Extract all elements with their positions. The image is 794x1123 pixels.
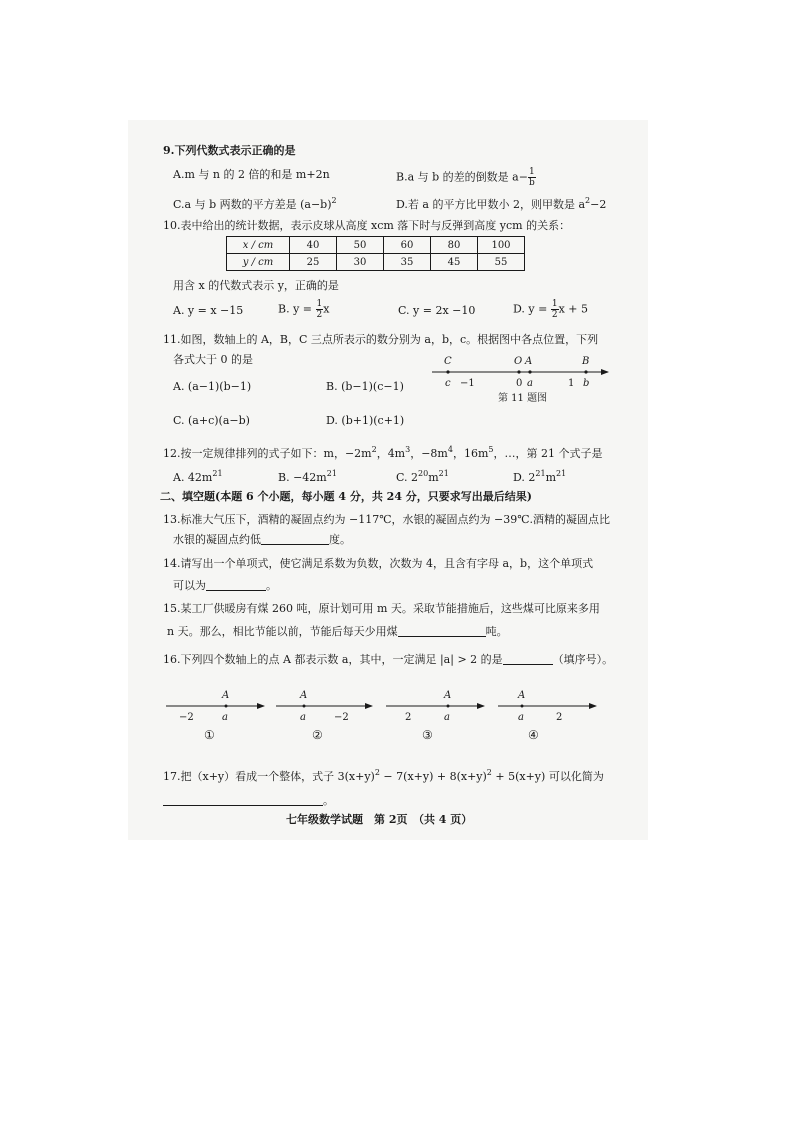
- table-cell: 50: [337, 237, 384, 254]
- table-cell: 55: [478, 254, 525, 271]
- table-cell: 25: [290, 254, 337, 271]
- table-cell: y / cm: [227, 254, 290, 271]
- q17-line-2: 。: [163, 793, 334, 808]
- q11-option-b: B. (b−1)(c−1): [326, 380, 404, 393]
- q16-axis-1: [166, 690, 264, 742]
- q11-tick-0: 0: [516, 378, 523, 389]
- q11-label-C: C: [444, 356, 452, 367]
- q11-figure-caption: 第 11 题图: [498, 393, 548, 404]
- q15-answer-blank[interactable]: [398, 625, 486, 637]
- table-cell: 30: [337, 254, 384, 271]
- q11-tick-minus1: −1: [460, 378, 475, 389]
- table-cell: x / cm: [227, 237, 290, 254]
- q17-line-1: 17.把（x+y）看成一个整体，式子 $3(x+y)^2 - 7(x+y) + 8(x+y)^2 + 5(x+y)$ 可以化简为: [163, 768, 604, 783]
- q16-axis-1-label-A: A: [222, 690, 230, 701]
- q11-number-line-figure: [428, 352, 618, 408]
- q11-stem: 11.如图，数轴上的 A，B，C 三点所表示的数分别为 a，b，c。根据图中各点位置，下列: [163, 333, 599, 346]
- table-row: [227, 254, 525, 271]
- q13-answer-blank[interactable]: [261, 533, 329, 545]
- q16-axis-2-point-a: [303, 705, 306, 708]
- q11-tick-a: a: [527, 378, 533, 389]
- q16-axis-4-number: ④: [528, 728, 539, 742]
- q16-axis-1-point-a: [225, 705, 228, 708]
- q16-axis-4: [498, 690, 596, 742]
- q10-data-table: [226, 236, 525, 271]
- table-cell: 80: [431, 237, 478, 254]
- q10-option-c: C. y = 2x −10: [398, 304, 476, 317]
- table-cell: 45: [431, 254, 478, 271]
- q11-point-origin: [517, 370, 520, 373]
- q16-axis-3: [386, 690, 484, 742]
- q11-option-a: A. (a−1)(b−1): [173, 380, 252, 393]
- q14-line-1: 14.请写出一个单项式，使它满足系数为负数，次数为 4，且含有字母 a，b，这个单项式: [163, 557, 594, 570]
- q11-option-c: C. (a+c)(a−b): [173, 414, 250, 427]
- q11-point-a: [528, 370, 531, 373]
- q15-line-1: 15.某工厂供暖房有煤 260 吨，原计划可用 m 天。采取节能措施后，这些煤可比原来多用: [163, 602, 600, 615]
- q9-option-b: B.a 与 b 的差的倒数是 a− $\frac{1}{b}$: [396, 167, 535, 188]
- q11-tick-c: c: [445, 378, 451, 389]
- q9-stem: 9.下列代数式表示正确的是: [163, 144, 296, 157]
- q16-axis-3-point-a: [447, 705, 450, 708]
- q13-line-1: 13.标准大气压下，酒精的凝固点约为 −117℃，水银的凝固点约为 −39℃.酒精的凝固点比: [163, 513, 611, 526]
- table-cell: 35: [384, 254, 431, 271]
- q16-axis-4-tick-left: a: [518, 712, 524, 723]
- q10-stem: 10.表中给出的统计数据，表示皮球从高度 xcm 落下时与反弹到高度 ycm 的关系：: [163, 219, 571, 232]
- q11-label-A: A: [525, 356, 533, 367]
- q12-option-d: D. $2^{21}m^{21}$: [513, 469, 567, 484]
- q10-prompt: 用含 x 的代数式表示 y，正确的是: [173, 279, 339, 292]
- table-row: [227, 237, 525, 254]
- table-cell: 40: [290, 237, 337, 254]
- q16-axis-4-point-a: [521, 705, 524, 708]
- q11-tick-1: 1: [568, 378, 575, 389]
- q16-axis-1-number: ①: [204, 728, 215, 742]
- q16-line-1: 16.下列四个数轴上的点 A 都表示数 a，其中，一定满足 |a| > 2 的是 （填序号）。: [163, 653, 614, 666]
- q9-option-a: A.m 与 n 的 2 倍的和是 m+2n: [173, 168, 330, 181]
- q9-option-c: C.a 与 b 两数的平方差是 $(a-b)^2$: [173, 196, 337, 211]
- table-cell: 60: [384, 237, 431, 254]
- q11-point-c: [446, 370, 449, 373]
- q17-answer-blank[interactable]: [163, 794, 323, 806]
- q16-axis-3-tick-right: a: [444, 712, 450, 723]
- q16-axis-4-label-A: A: [518, 690, 526, 701]
- q13-line-2: 水银的凝固点约低 度。: [173, 533, 351, 546]
- q14-answer-blank[interactable]: [206, 579, 266, 591]
- q16-axis-3-tick-left: 2: [405, 712, 412, 723]
- section-2-heading: 二、填空题(本题 6 个小题，每小题 4 分，共 24 分，只要求写出最后结果): [160, 490, 532, 503]
- q12-option-c: C. $2^{20}m^{21}$: [396, 469, 449, 484]
- q11-point-b: [584, 370, 587, 373]
- q12-stem: 12.按一定规律排列的式子如下：m，$-2m^2$，$4m^3$，$-8m^4$，$16m^5$，…，第 21 个式子是: [163, 445, 603, 460]
- q9-option-d: D.若 a 的平方比甲数小 2，则甲数是 $a^2-2$: [396, 196, 607, 211]
- q16-axis-2-number: ②: [312, 728, 323, 742]
- q10-option-d: D. y = $\frac{1}{2}$ x + 5: [513, 299, 589, 320]
- q11-label-B: B: [582, 356, 590, 367]
- q16-axis-4-tick-right: 2: [556, 712, 563, 723]
- q15-line-2: n 天。那么，相比节能以前，节能后每天少用煤 吨。: [167, 625, 508, 638]
- q11-tick-b: b: [583, 378, 590, 389]
- q16-number-lines-figure: [164, 686, 604, 746]
- q11-option-d: D. (b+1)(c+1): [326, 414, 405, 427]
- q16-axis-3-label-A: A: [444, 690, 452, 701]
- q16-axis-2-tick-right: −2: [334, 712, 349, 723]
- q16-axis-2-tick-left: a: [300, 712, 306, 723]
- q16-axis-2-label-A: A: [300, 690, 308, 701]
- q11-stem-2: 各式大于 0 的是: [173, 353, 253, 366]
- q16-answer-blank[interactable]: [503, 653, 553, 665]
- page-footer: 七年级数学试题 第 2页 （共 4 页）: [286, 813, 473, 826]
- q11-label-O: O: [514, 356, 523, 367]
- table-cell: 100: [478, 237, 525, 254]
- q16-axis-3-number: ③: [422, 728, 433, 742]
- q16-axis-1-tick-right: a: [222, 712, 228, 723]
- q10-option-a: A. y = x −15: [173, 304, 244, 317]
- q14-line-2: 可以为 。: [173, 579, 277, 592]
- q10-option-b: B. y = $\frac{1}{2}$ x: [278, 299, 330, 320]
- q12-option-a: A. $42m^{21}$: [173, 469, 223, 484]
- q16-axis-2: [276, 690, 372, 742]
- q12-option-b: B. $-42m^{21}$: [278, 469, 337, 484]
- q16-axis-1-tick-left: −2: [179, 712, 194, 723]
